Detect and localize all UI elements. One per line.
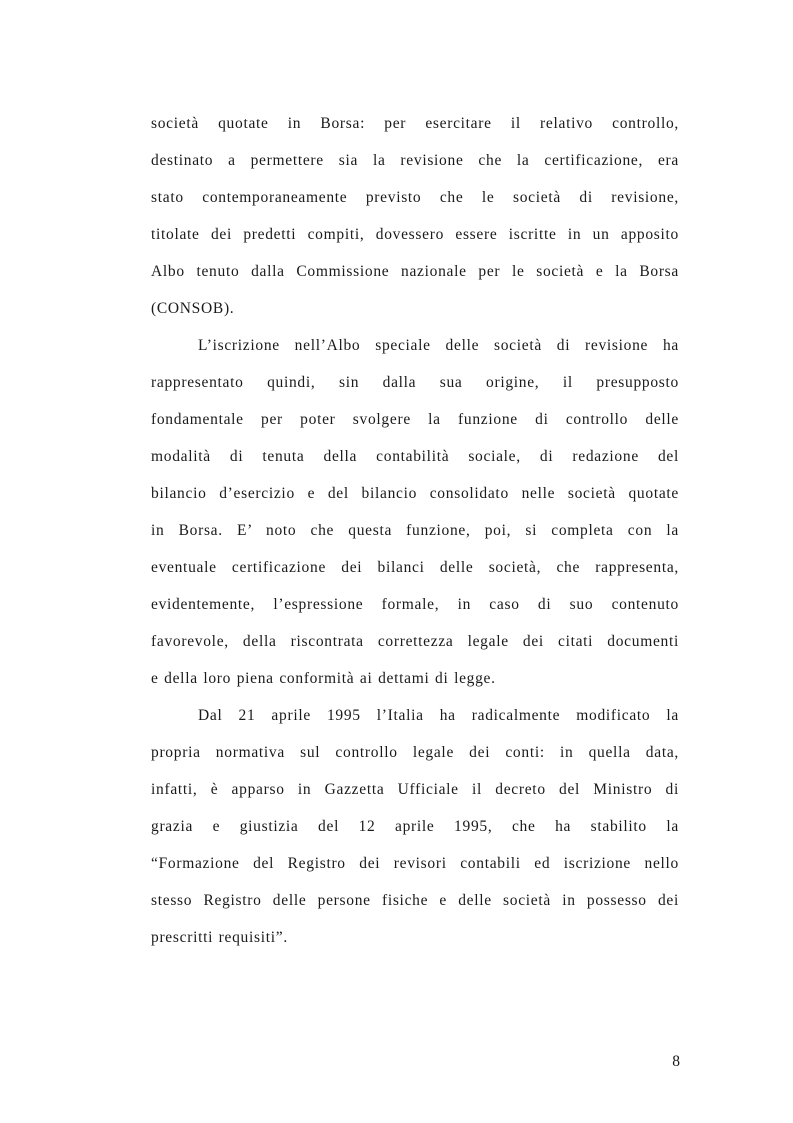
text-line: prescritti requisiti”. [151,929,288,946]
text-line: grazia e giustizia del 12 aprile 1995, che ha stabilito la [151,818,679,835]
text-line: Dal 21 aprile 1995 l’Italia ha radicalmente modificato la [198,707,679,724]
text-line: modalità di tenuta della contabilità sociale, di redazione del [151,448,679,465]
text-line: titolate dei predetti compiti, dovessero essere iscritte in un apposito [151,226,679,243]
paragraph-3 [151,700,679,959]
text-line: e della loro piena conformità ai dettami di legge. [151,670,496,687]
paragraph-2 [151,330,679,700]
text-line: “Formazione del Registro dei revisori contabili ed iscrizione nello [151,855,679,872]
text-line: società quotate in Borsa: per esercitare il relativo controllo, [151,115,679,132]
text-line: rappresentato quindi, sin dalla sua origine, il presupposto [151,374,679,391]
page-number: 8 [672,1053,680,1070]
text-line: destinato a permettere sia la revisione che la certificazione, era [151,152,679,169]
text-line: bilancio d’esercizio e del bilancio consolidato nelle società quotate [151,485,679,502]
body-text [151,108,679,959]
text-line: fondamentale per poter svolgere la funzione di controllo delle [151,411,679,428]
text-line: evidentemente, l’espressione formale, in caso di suo contenuto [151,596,679,613]
text-line: eventuale certificazione dei bilanci delle società, che rappresenta, [151,559,679,576]
text-line: propria normativa sul controllo legale dei conti: in quella data, [151,744,679,761]
text-line: in Borsa. E’ noto che questa funzione, poi, si completa con la [151,522,679,539]
text-line: Albo tenuto dalla Commissione nazionale per le società e la Borsa [151,263,679,280]
paragraph-1 [151,108,679,330]
text-line: stato contemporaneamente previsto che le società di revisione, [151,189,679,206]
text-line: favorevole, della riscontrata correttezza legale dei citati documenti [151,633,679,650]
text-line: (CONSOB). [151,300,235,317]
text-line: infatti, è apparso in Gazzetta Ufficiale il decreto del Ministro di [151,781,679,798]
text-line: stesso Registro delle persone fisiche e delle società in possesso dei [151,892,679,909]
text-line: L’iscrizione nell’Albo speciale delle società di revisione ha [198,337,679,354]
